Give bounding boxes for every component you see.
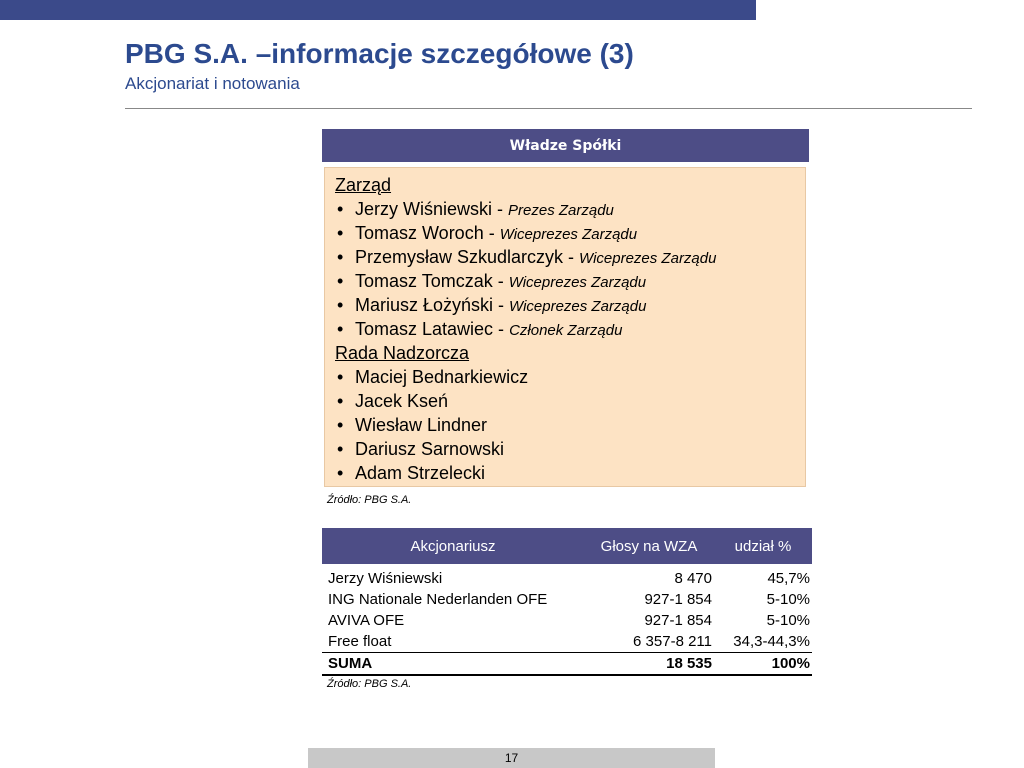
shareholder-votes: 6 357-8 211 (584, 631, 714, 653)
member-name: Mariusz Łożyński - (355, 295, 510, 315)
management-item (335, 293, 805, 317)
table-row (322, 631, 812, 653)
shareholder-name: ING Nationale Nederlanden OFE (328, 591, 548, 608)
column-header-votes: Głosy na WZA (584, 528, 714, 564)
management-item (335, 269, 805, 293)
board-box (324, 167, 806, 487)
bullet: • (337, 367, 344, 387)
supervisory-item (335, 365, 805, 389)
supervisory-item (335, 389, 805, 413)
member-role: Wiceprezes Zarządu (508, 274, 647, 291)
supervisory-heading: Rada Nadzorcza (335, 343, 470, 363)
bullet: • (337, 199, 344, 219)
page-subtitle: Akcjonariat i notowania (125, 74, 300, 93)
total-votes: 18 535 (584, 653, 714, 676)
bullet: • (337, 463, 344, 483)
shareholder-share: 5-10% (766, 612, 810, 629)
shareholder-name: Jerzy Wiśniewski (328, 570, 443, 587)
member-role: Członek Zarządu (509, 322, 623, 339)
title-divider (125, 108, 972, 109)
page-number: 17 (504, 751, 519, 765)
member-name: Adam Strzelecki (355, 463, 486, 483)
board-section-header: Władze Spółki (322, 129, 809, 162)
member-name: Maciej Bednarkiewicz (355, 367, 529, 387)
bullet: • (337, 391, 344, 411)
supervisory-item (335, 461, 805, 485)
supervisory-item (335, 413, 805, 437)
bullet: • (337, 319, 344, 339)
bullet: • (337, 247, 344, 267)
column-header-shareholder: Akcjonariusz (322, 528, 584, 564)
footer-bar (308, 748, 715, 768)
member-name: Tomasz Tomczak - (355, 271, 509, 291)
total-share: 100% (714, 653, 812, 676)
management-item (335, 197, 805, 221)
shareholder-votes: 8 470 (674, 570, 712, 587)
shareholder-votes: 927-1 854 (644, 612, 712, 629)
total-label: SUMA (322, 653, 584, 676)
bullet: • (337, 415, 344, 435)
shareholder-share: 45,7% (767, 570, 810, 587)
member-role: Wiceprezes Zarządu (499, 226, 638, 243)
shareholder-votes: 927-1 854 (644, 591, 712, 608)
table-source-note: Źródło: PBG S.A. (327, 678, 412, 690)
table-header-row (322, 528, 812, 564)
member-name: Wiesław Lindner (355, 415, 488, 435)
shareholder-share: 5-10% (766, 591, 810, 608)
table-row (322, 589, 812, 610)
management-item (335, 245, 805, 269)
management-item (335, 221, 805, 245)
bullet: • (337, 223, 344, 243)
supervisory-item (335, 437, 805, 461)
bullet: • (337, 439, 344, 459)
board-source-note: Źródło: PBG S.A. (327, 494, 412, 506)
table-row (322, 610, 812, 631)
member-role: Wiceprezes Zarządu (579, 250, 717, 267)
member-role: Wiceprezes Zarządu (509, 298, 647, 315)
shareholder-name: Free float (322, 631, 584, 653)
column-header-share: udział % (714, 528, 812, 564)
table-row (322, 564, 812, 589)
page-title: PBG S.A. –informacje szczegółowe (3) (125, 38, 634, 69)
member-name: Jacek Kseń (355, 391, 449, 411)
member-name: Przemysław Szkudlarczyk - (355, 247, 580, 267)
bullet: • (337, 271, 344, 291)
management-item (335, 317, 805, 341)
management-list (335, 197, 805, 341)
member-role: Prezes Zarządu (508, 202, 614, 219)
shareholder-name: AVIVA OFE (328, 612, 405, 629)
bullet: • (337, 295, 344, 315)
supervisory-list (335, 365, 805, 485)
member-name: Tomasz Latawiec - (355, 319, 510, 339)
shareholders-table (322, 528, 812, 676)
member-name: Jerzy Wiśniewski - (355, 199, 509, 219)
top-decorative-bar (0, 0, 756, 20)
table-total-row (322, 653, 812, 676)
member-name: Tomasz Woroch - (355, 223, 500, 243)
member-name: Dariusz Sarnowski (355, 439, 505, 459)
shareholder-share: 34,3-44,3% (714, 631, 812, 653)
management-heading: Zarząd (335, 175, 392, 195)
